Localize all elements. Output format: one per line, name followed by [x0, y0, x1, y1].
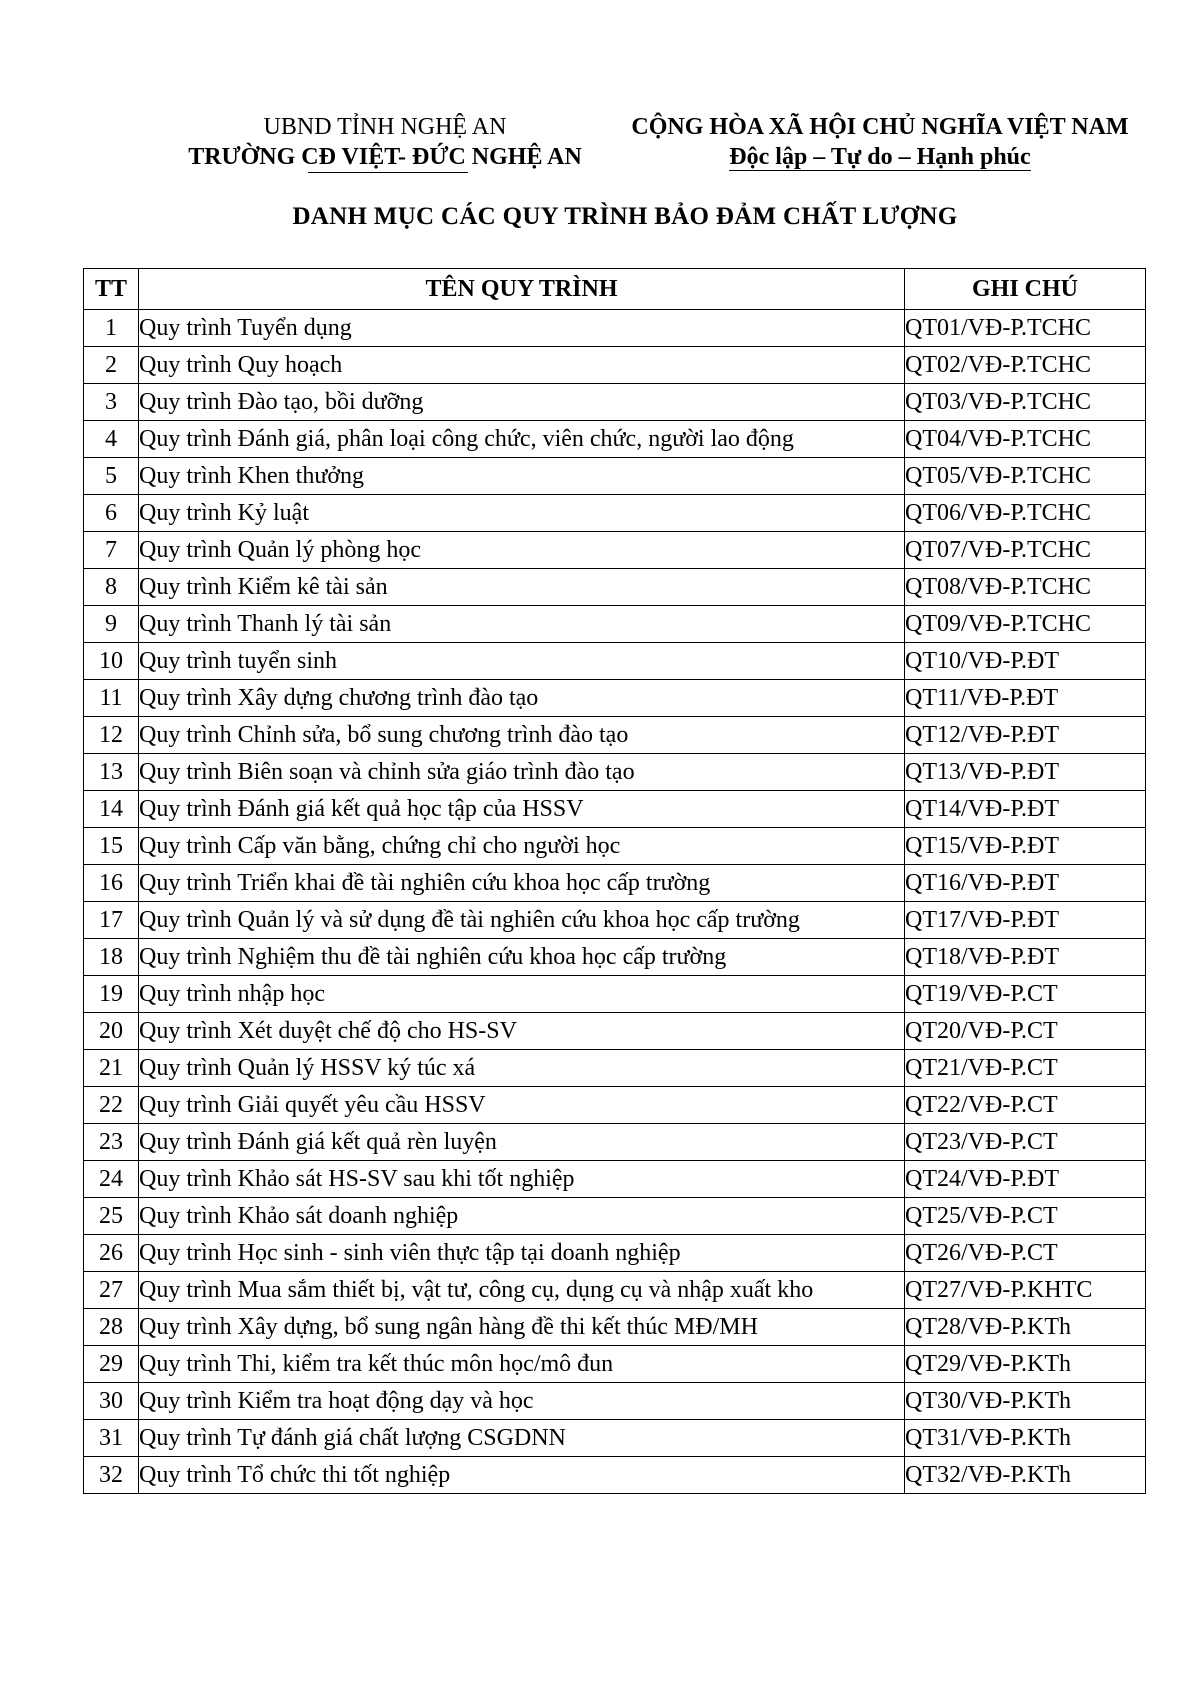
- procedure-name: Quy trình Kiểm kê tài sản: [139, 569, 905, 606]
- procedure-name: Quy trình Quản lý và sử dụng đề tài nghiên cứu khoa học cấp trường: [139, 902, 905, 939]
- row-number: 13: [84, 754, 139, 791]
- national-motto: Độc lập – Tự do – Hạnh phúc: [729, 144, 1031, 170]
- table-row: [84, 495, 1146, 532]
- procedure-code: QT16/VĐ-P.ĐT: [905, 865, 1146, 902]
- document-title: DANH MỤC CÁC QUY TRÌNH BẢO ĐẢM CHẤT LƯỢNG: [292, 203, 958, 230]
- row-number: 7: [84, 532, 139, 569]
- row-number: 25: [84, 1198, 139, 1235]
- table-row: [84, 1087, 1146, 1124]
- row-number: 19: [84, 976, 139, 1013]
- procedure-name: Quy trình Xây dựng chương trình đào tạo: [139, 680, 905, 717]
- table-row: [84, 1383, 1146, 1420]
- row-number: 18: [84, 939, 139, 976]
- table-row: [84, 791, 1146, 828]
- table-row: [84, 1272, 1146, 1309]
- header-name: TÊN QUY TRÌNH: [139, 269, 905, 310]
- table-row: [84, 865, 1146, 902]
- table-row: [84, 1198, 1146, 1235]
- procedure-code: QT18/VĐ-P.ĐT: [905, 939, 1146, 976]
- row-number: 29: [84, 1346, 139, 1383]
- table-row: [84, 1346, 1146, 1383]
- table-row: [84, 1161, 1146, 1198]
- table-body: [84, 310, 1146, 1494]
- table-row: [84, 569, 1146, 606]
- procedure-name: Quy trình Triển khai đề tài nghiên cứu khoa học cấp trường: [139, 865, 905, 902]
- procedure-code: QT21/VĐ-P.CT: [905, 1050, 1146, 1087]
- procedure-code: QT17/VĐ-P.ĐT: [905, 902, 1146, 939]
- table-row: [84, 1309, 1146, 1346]
- row-number: 15: [84, 828, 139, 865]
- table-row: [84, 384, 1146, 421]
- table-row: [84, 347, 1146, 384]
- row-number: 20: [84, 1013, 139, 1050]
- procedure-name: Quy trình Tổ chức thi tốt nghiệp: [139, 1457, 905, 1494]
- row-number: 23: [84, 1124, 139, 1161]
- procedure-name: Quy trình Chỉnh sửa, bổ sung chương trình đào tạo: [139, 717, 905, 754]
- procedure-code: QT25/VĐ-P.CT: [905, 1198, 1146, 1235]
- procedure-code: QT31/VĐ-P.KTh: [905, 1420, 1146, 1457]
- procedure-code: QT10/VĐ-P.ĐT: [905, 643, 1146, 680]
- row-number: 28: [84, 1309, 139, 1346]
- table-row: [84, 1050, 1146, 1087]
- table-row: [84, 976, 1146, 1013]
- row-number: 17: [84, 902, 139, 939]
- procedure-code: QT02/VĐ-P.TCHC: [905, 347, 1146, 384]
- table-row: [84, 310, 1146, 347]
- table-row: [84, 754, 1146, 791]
- procedure-code: QT13/VĐ-P.ĐT: [905, 754, 1146, 791]
- procedure-code: QT05/VĐ-P.TCHC: [905, 458, 1146, 495]
- procedure-name: Quy trình Kiểm tra hoạt động dạy và học: [139, 1383, 905, 1420]
- procedure-name: Quy trình Quản lý HSSV ký túc xá: [139, 1050, 905, 1087]
- procedure-name: Quy trình Xét duyệt chế độ cho HS-SV: [139, 1013, 905, 1050]
- procedure-code: QT14/VĐ-P.ĐT: [905, 791, 1146, 828]
- procedure-name: Quy trình Kỷ luật: [139, 495, 905, 532]
- table-row: [84, 717, 1146, 754]
- table-row: [84, 902, 1146, 939]
- procedure-name: Quy trình Đánh giá, phân loại công chức, viên chức, người lao động: [139, 421, 905, 458]
- procedure-code: QT27/VĐ-P.KHTC: [905, 1272, 1146, 1309]
- row-number: 10: [84, 643, 139, 680]
- table-row: [84, 643, 1146, 680]
- procedure-code: QT07/VĐ-P.TCHC: [905, 532, 1146, 569]
- national-header: [630, 112, 1130, 172]
- table-row: [84, 421, 1146, 458]
- table-row: [84, 680, 1146, 717]
- agency-header: [150, 112, 620, 172]
- table-row: [84, 1457, 1146, 1494]
- procedure-code: QT30/VĐ-P.KTh: [905, 1383, 1146, 1420]
- row-number: 26: [84, 1235, 139, 1272]
- procedure-code: QT15/VĐ-P.ĐT: [905, 828, 1146, 865]
- table-row: [84, 939, 1146, 976]
- table-row: [84, 1124, 1146, 1161]
- procedure-name: Quy trình tuyển sinh: [139, 643, 905, 680]
- procedure-code: QT06/VĐ-P.TCHC: [905, 495, 1146, 532]
- row-number: 6: [84, 495, 139, 532]
- procedure-name: Quy trình Cấp văn bằng, chứng chỉ cho người học: [139, 828, 905, 865]
- row-number: 16: [84, 865, 139, 902]
- procedure-name: Quy trình Khảo sát doanh nghiệp: [139, 1198, 905, 1235]
- table-row: [84, 1013, 1146, 1050]
- procedure-code: QT28/VĐ-P.KTh: [905, 1309, 1146, 1346]
- procedure-name: Quy trình nhập học: [139, 976, 905, 1013]
- procedure-name: Quy trình Thanh lý tài sản: [139, 606, 905, 643]
- procedure-code: QT09/VĐ-P.TCHC: [905, 606, 1146, 643]
- row-number: 14: [84, 791, 139, 828]
- procedure-name: Quy trình Tự đánh giá chất lượng CSGDNN: [139, 1420, 905, 1457]
- procedure-name: Quy trình Mua sắm thiết bị, vật tư, công cụ, dụng cụ và nhập xuất kho: [139, 1272, 905, 1309]
- row-number: 30: [84, 1383, 139, 1420]
- procedure-code: QT23/VĐ-P.CT: [905, 1124, 1146, 1161]
- row-number: 4: [84, 421, 139, 458]
- row-number: 27: [84, 1272, 139, 1309]
- procedure-name: Quy trình Quy hoạch: [139, 347, 905, 384]
- table-row: [84, 606, 1146, 643]
- procedure-name: Quy trình Đánh giá kết quả học tập của HSSV: [139, 791, 905, 828]
- procedure-name: Quy trình Đánh giá kết quả rèn luyện: [139, 1124, 905, 1161]
- row-number: 22: [84, 1087, 139, 1124]
- row-number: 5: [84, 458, 139, 495]
- procedure-code: QT11/VĐ-P.ĐT: [905, 680, 1146, 717]
- table-row: [84, 1235, 1146, 1272]
- agency-name: TRƯỜNG CĐ VIỆT- ĐỨC NGHỆ AN: [188, 144, 582, 170]
- procedure-name: Quy trình Khảo sát HS-SV sau khi tốt nghiệp: [139, 1161, 905, 1198]
- row-number: 9: [84, 606, 139, 643]
- agency-parent: UBND TỈNH NGHỆ AN: [263, 114, 507, 140]
- row-number: 11: [84, 680, 139, 717]
- procedure-name: Quy trình Giải quyết yêu cầu HSSV: [139, 1087, 905, 1124]
- procedure-name: Quy trình Đào tạo, bồi dưỡng: [139, 384, 905, 421]
- procedure-code: QT08/VĐ-P.TCHC: [905, 569, 1146, 606]
- procedure-code: QT19/VĐ-P.CT: [905, 976, 1146, 1013]
- row-number: 2: [84, 347, 139, 384]
- procedure-code: QT12/VĐ-P.ĐT: [905, 717, 1146, 754]
- procedure-code: QT01/VĐ-P.TCHC: [905, 310, 1146, 347]
- row-number: 24: [84, 1161, 139, 1198]
- procedure-name: Quy trình Tuyển dụng: [139, 310, 905, 347]
- row-number: 32: [84, 1457, 139, 1494]
- procedure-code: QT04/VĐ-P.TCHC: [905, 421, 1146, 458]
- procedure-code: QT20/VĐ-P.CT: [905, 1013, 1146, 1050]
- row-number: 21: [84, 1050, 139, 1087]
- procedure-code: QT29/VĐ-P.KTh: [905, 1346, 1146, 1383]
- table-header-row: [84, 269, 1146, 310]
- row-number: 3: [84, 384, 139, 421]
- table-row: [84, 458, 1146, 495]
- procedure-name: Quy trình Xây dựng, bổ sung ngân hàng đề thi kết thúc MĐ/MH: [139, 1309, 905, 1346]
- header-tt: TT: [84, 269, 139, 310]
- procedure-name: Quy trình Khen thưởng: [139, 458, 905, 495]
- row-number: 12: [84, 717, 139, 754]
- row-number: 31: [84, 1420, 139, 1457]
- table-row: [84, 828, 1146, 865]
- table-row: [84, 532, 1146, 569]
- procedure-code: QT32/VĐ-P.KTh: [905, 1457, 1146, 1494]
- agency-underline: [308, 172, 468, 173]
- header-note: GHI CHÚ: [905, 269, 1146, 310]
- procedure-code: QT24/VĐ-P.ĐT: [905, 1161, 1146, 1198]
- row-number: 8: [84, 569, 139, 606]
- row-number: 1: [84, 310, 139, 347]
- procedure-code: QT03/VĐ-P.TCHC: [905, 384, 1146, 421]
- procedure-name: Quy trình Học sinh - sinh viên thực tập tại doanh nghiệp: [139, 1235, 905, 1272]
- procedure-table: [83, 268, 1146, 1494]
- procedure-name: Quy trình Nghiệm thu đề tài nghiên cứu khoa học cấp trường: [139, 939, 905, 976]
- procedure-name: Quy trình Thi, kiểm tra kết thúc môn học/mô đun: [139, 1346, 905, 1383]
- procedure-name: Quy trình Quản lý phòng học: [139, 532, 905, 569]
- procedure-code: QT22/VĐ-P.CT: [905, 1087, 1146, 1124]
- procedure-name: Quy trình Biên soạn và chỉnh sửa giáo trình đào tạo: [139, 754, 905, 791]
- national-name: CỘNG HÒA XÃ HỘI CHỦ NGHĨA VIỆT NAM: [631, 114, 1129, 140]
- procedure-code: QT26/VĐ-P.CT: [905, 1235, 1146, 1272]
- table-row: [84, 1420, 1146, 1457]
